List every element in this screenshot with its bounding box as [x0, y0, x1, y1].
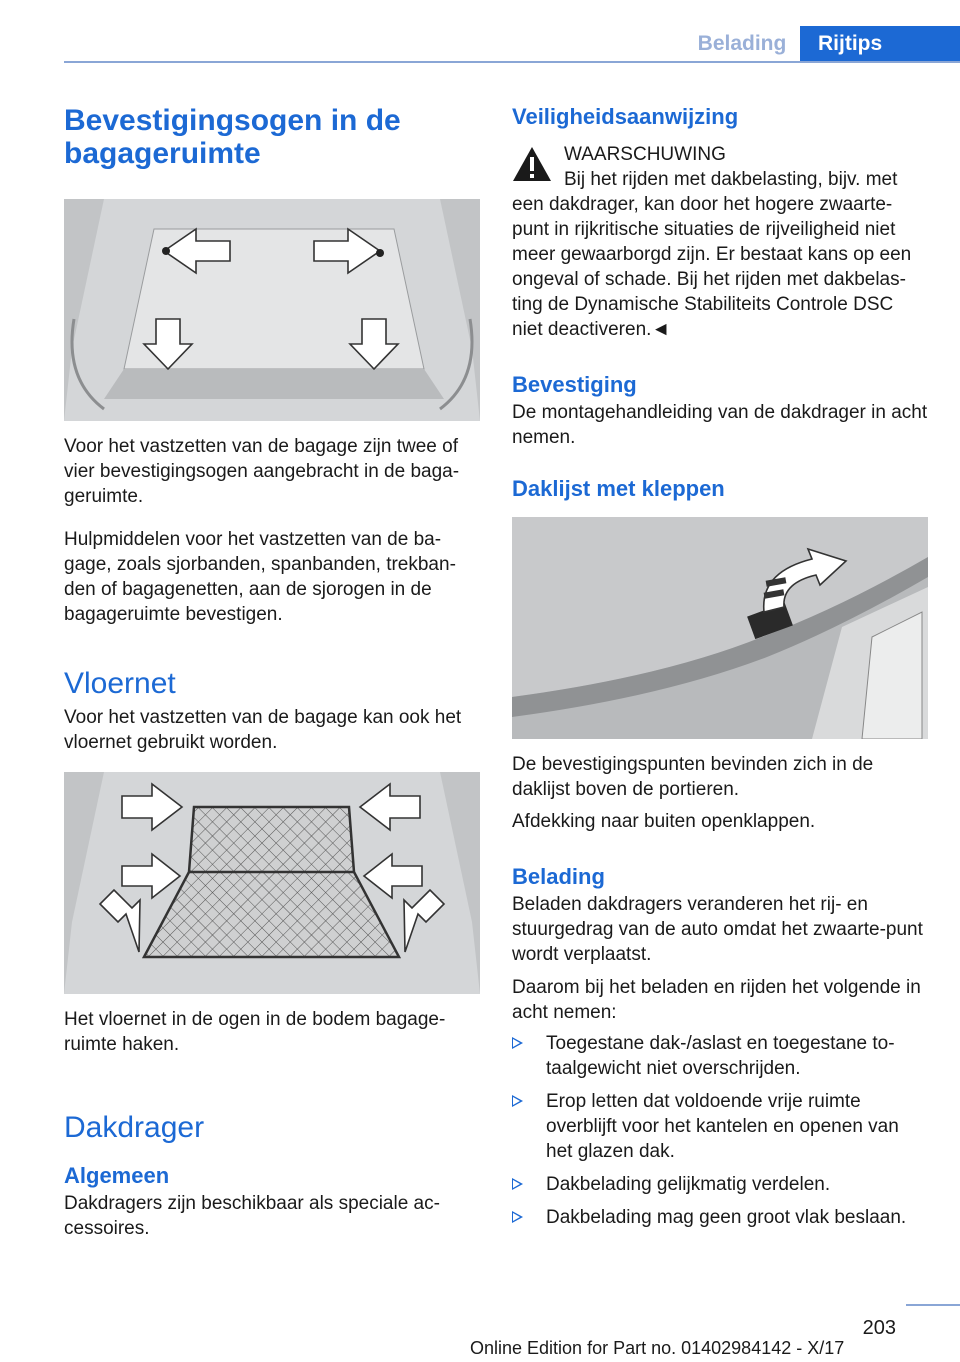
left-column: [64, 104, 480, 1241]
list-item: Dakbelading mag geen groot vlak beslaan.: [512, 1205, 928, 1230]
caption-daklijst: De bevestigingspunten bevinden zich in de daklijst boven de portieren.: [512, 754, 874, 800]
para-bevestigingsogen-2: Hulpmiddelen voor het vastzetten van de ba‐gage, zoals sjorbanden, spanbanden, trekban‐den of bagagenetten, aan de sjorogen in de bagageruimte bevestigen.: [64, 529, 456, 625]
list-item: Erop letten dat voldoende vrije ruimte overblijft voor het kantelen en openen van het glazen dak.: [512, 1089, 928, 1164]
subsection-title-bevestiging: Bevestiging: [512, 372, 637, 397]
bullet-triangle-icon: [512, 1095, 523, 1107]
subsection-title-algemeen: Algemeen: [64, 1163, 170, 1188]
section-title-bevestigingsogen: Bevestigingsogen in de bagageruimte: [64, 104, 401, 170]
trunk-eyes-illustration: [64, 199, 480, 421]
section-title-dakdrager: Dakdrager: [64, 1111, 205, 1144]
subsection-title-veiligheid: Veiligheidsaanwijzing: [512, 104, 739, 129]
tab-rijtips[interactable]: Rijtips: [800, 26, 960, 61]
page-header: [64, 0, 960, 62]
subsection-title-daklijst: Daklijst met kleppen: [512, 476, 725, 501]
tab-belading[interactable]: Belading: [697, 32, 787, 55]
para-algemeen: Dakdragers zijn beschikbaar als speciale ac‐cessoires.: [64, 1193, 440, 1239]
floor-net-illustration: [64, 772, 480, 994]
para-belading: Beladen dakdragers veranderen het rij- en stuurgedrag van de auto omdat het zwaarte‐punt wordt verplaatst.: [512, 894, 923, 965]
warning-box: [512, 142, 928, 342]
header-divider: [64, 61, 960, 63]
subsection-title-belading: Belading: [512, 864, 605, 889]
bullet-triangle-icon: [512, 1178, 523, 1190]
floor-net-drawing: [64, 772, 480, 994]
bullet-triangle-icon: [512, 1037, 523, 1049]
section-title-vloernet: Vloernet: [64, 667, 176, 700]
warning-text: Bij het rijden met dakbelasting, bijv. met een dakdrager, kan door het hogere zwaarte‐punt in rijkritische situaties de rijveiligheid niet meer gewaarborgd zijn. Er bestaat kans op een ongeval of schade. Bij het rijden met dakbelas‐ting de Dynamische Stabiliteits Controle DSC niet deactiveren.◄: [512, 169, 912, 340]
para-afdekking: Afdekking naar buiten openklappen.: [512, 811, 816, 832]
caption-vloernet: Het vloernet in de ogen in de bodem bagage‐ruimte haken.: [64, 1009, 446, 1055]
para-bevestigingsogen-1: Voor het vastzetten van de bagage zijn twee of vier bevestigingsogen aangebracht in de baga‐geruimte.: [64, 436, 460, 507]
roof-rail-illustration: [512, 517, 928, 739]
belading-bullet-list: [512, 1031, 928, 1230]
bullet-triangle-icon: [512, 1211, 523, 1223]
footer-divider: [906, 1304, 960, 1306]
page-number: 203: [862, 1317, 896, 1339]
para-bevestiging: De montagehandleiding van de dakdrager in acht nemen.: [512, 402, 928, 448]
warning-triangle-icon: [512, 146, 552, 182]
warning-label: WAARSCHUWING: [564, 144, 726, 165]
right-column: [512, 104, 928, 1238]
list-item: Dakbelading gelijkmatig verdelen.: [512, 1172, 928, 1197]
para-daarom: Daarom bij het beladen en rijden het volgende in acht nemen:: [512, 977, 921, 1023]
list-item: Toegestane dak-/aslast en toegestane to‐taalgewicht niet overschrijden.: [512, 1031, 928, 1081]
footer-edition: Online Edition for Part no. 01402984142 - X/17: [470, 1338, 845, 1358]
para-vloernet: Voor het vastzetten van de bagage kan ook het vloernet gebruikt worden.: [64, 707, 462, 753]
roof-rail-drawing: [512, 517, 928, 739]
trunk-eyes-drawing: [64, 199, 480, 421]
